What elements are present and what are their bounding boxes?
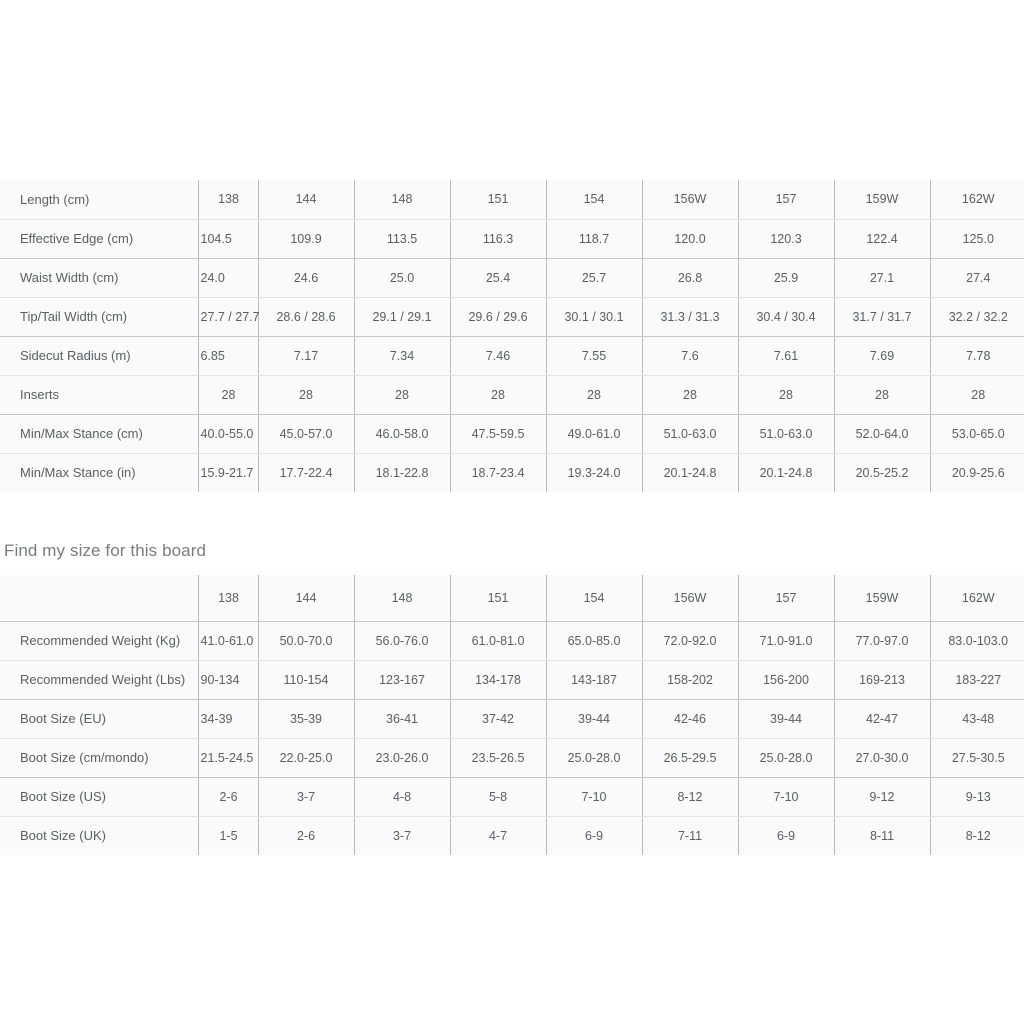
table-cell: 35-39 [258, 699, 354, 738]
table-cell: 27.1 [834, 258, 930, 297]
table-cell: 154 [546, 180, 642, 219]
table-cell: 30.4 / 30.4 [738, 297, 834, 336]
table-cell: 7-11 [642, 816, 738, 855]
table-cell: 8-11 [834, 816, 930, 855]
table-cell [198, 660, 258, 699]
row-label: Waist Width (cm) [0, 258, 198, 297]
table-cell: 83.0-103.0 [930, 621, 1024, 660]
table-cell: 30.1 / 30.1 [546, 297, 642, 336]
row-label: Effective Edge (cm) [0, 219, 198, 258]
table-cell: 25.0-28.0 [738, 738, 834, 777]
table-cell: 109.9 [258, 219, 354, 258]
row-label: Recommended Weight (Kg) [0, 621, 198, 660]
table-cell: 110-154 [258, 660, 354, 699]
row-label: Sidecut Radius (m) [0, 336, 198, 375]
table-cell: 31.7 / 31.7 [834, 297, 930, 336]
cell-value: 15.9-21.7 [200, 465, 254, 480]
cell-value: 104.5 [200, 231, 232, 246]
table-row [0, 738, 1024, 777]
table-cell: 6-9 [546, 816, 642, 855]
table-cell: 27.5-30.5 [930, 738, 1024, 777]
table-cell: 122.4 [834, 219, 930, 258]
table-cell [198, 777, 258, 816]
size-header-157: 157 [738, 575, 834, 621]
table-cell: 36-41 [354, 699, 450, 738]
table-row [0, 777, 1024, 816]
cell-value: 138 [218, 192, 239, 207]
table-cell [198, 453, 258, 492]
table-row [0, 258, 1024, 297]
table-cell [198, 738, 258, 777]
table-cell: 18.1-22.8 [354, 453, 450, 492]
table-cell: 169-213 [834, 660, 930, 699]
size-finder-heading: Find my size for this board [4, 541, 207, 560]
table-row [0, 375, 1024, 414]
table-cell: 120.0 [642, 219, 738, 258]
table-header-row [0, 575, 1024, 621]
table-cell: 9-13 [930, 777, 1024, 816]
table-cell: 7.46 [450, 336, 546, 375]
table-cell [198, 219, 258, 258]
table-cell: 158-202 [642, 660, 738, 699]
table-cell: 8-12 [930, 816, 1024, 855]
size-header-159W: 159W [834, 575, 930, 621]
table-cell: 53.0-65.0 [930, 414, 1024, 453]
row-label: Boot Size (US) [0, 777, 198, 816]
table-cell: 26.5-29.5 [642, 738, 738, 777]
table-cell: 22.0-25.0 [258, 738, 354, 777]
table-cell: 125.0 [930, 219, 1024, 258]
table-row [0, 453, 1024, 492]
table-cell: 18.7-23.4 [450, 453, 546, 492]
table-cell: 77.0-97.0 [834, 621, 930, 660]
row-label: Min/Max Stance (cm) [0, 414, 198, 453]
table-cell: 56.0-76.0 [354, 621, 450, 660]
size-finder-section [0, 575, 1024, 855]
table-cell: 7-10 [546, 777, 642, 816]
table-row [0, 660, 1024, 699]
table-cell [198, 258, 258, 297]
table-cell: 39-44 [738, 699, 834, 738]
table-cell: 3-7 [354, 816, 450, 855]
table-cell: 52.0-64.0 [834, 414, 930, 453]
row-label: Boot Size (UK) [0, 816, 198, 855]
table-cell: 49.0-61.0 [546, 414, 642, 453]
cell-value: 21.5-24.5 [200, 750, 254, 765]
table-cell: 3-7 [258, 777, 354, 816]
table-cell [198, 336, 258, 375]
table-cell [198, 816, 258, 855]
cell-value: 24.0 [200, 270, 225, 285]
size-header-162W: 162W [930, 575, 1024, 621]
table-cell: 144 [258, 180, 354, 219]
table-cell: 25.0 [354, 258, 450, 297]
table-cell: 183-227 [930, 660, 1024, 699]
table-cell: 50.0-70.0 [258, 621, 354, 660]
table-cell: 20.9-25.6 [930, 453, 1024, 492]
table-cell: 2-6 [258, 816, 354, 855]
table-cell: 28 [642, 375, 738, 414]
table-cell: 29.6 / 29.6 [450, 297, 546, 336]
row-label: Recommended Weight (Lbs) [0, 660, 198, 699]
table-cell: 20.5-25.2 [834, 453, 930, 492]
table-cell: 159W [834, 180, 930, 219]
row-label: Min/Max Stance (in) [0, 453, 198, 492]
table-cell: 42-46 [642, 699, 738, 738]
size-finder-table [0, 575, 1024, 855]
table-cell: 28 [354, 375, 450, 414]
table-cell: 28 [834, 375, 930, 414]
table-cell [198, 180, 258, 219]
cell-value: 90-134 [200, 672, 240, 687]
table-cell: 7.6 [642, 336, 738, 375]
table-cell: 7.78 [930, 336, 1024, 375]
cell-value: 6.85 [200, 348, 225, 363]
table-cell: 143-187 [546, 660, 642, 699]
size-header-148: 148 [354, 575, 450, 621]
table-cell: 113.5 [354, 219, 450, 258]
table-cell: 7.69 [834, 336, 930, 375]
table-cell: 47.5-59.5 [450, 414, 546, 453]
row-label: Tip/Tail Width (cm) [0, 297, 198, 336]
table-cell: 42-47 [834, 699, 930, 738]
table-cell: 148 [354, 180, 450, 219]
table-cell: 28 [450, 375, 546, 414]
table-cell: 43-48 [930, 699, 1024, 738]
row-label-header [0, 575, 198, 621]
table-cell: 19.3-24.0 [546, 453, 642, 492]
cell-value: 28 [221, 387, 236, 402]
size-header-144: 144 [258, 575, 354, 621]
cell-value: 1-5 [219, 828, 238, 843]
cell-value: 2-6 [219, 789, 238, 804]
table-cell [198, 699, 258, 738]
size-header-156W: 156W [642, 575, 738, 621]
table-row [0, 219, 1024, 258]
table-cell: 51.0-63.0 [642, 414, 738, 453]
table-cell: 7.34 [354, 336, 450, 375]
table-cell: 39-44 [546, 699, 642, 738]
table-cell [198, 297, 258, 336]
table-cell: 162W [930, 180, 1024, 219]
table-cell: 24.6 [258, 258, 354, 297]
table-cell: 20.1-24.8 [738, 453, 834, 492]
row-label: Boot Size (cm/mondo) [0, 738, 198, 777]
table-cell: 157 [738, 180, 834, 219]
size-header-151: 151 [450, 575, 546, 621]
table-cell: 7.17 [258, 336, 354, 375]
table-row [0, 699, 1024, 738]
table-cell: 71.0-91.0 [738, 621, 834, 660]
table-cell: 123-167 [354, 660, 450, 699]
row-label: Length (cm) [0, 180, 198, 219]
table-cell: 156W [642, 180, 738, 219]
table-cell: 116.3 [450, 219, 546, 258]
cell-value: 40.0-55.0 [200, 426, 254, 441]
table-cell: 28 [930, 375, 1024, 414]
table-cell: 28 [546, 375, 642, 414]
table-cell: 9-12 [834, 777, 930, 816]
table-cell: 4-7 [450, 816, 546, 855]
table-cell: 7.55 [546, 336, 642, 375]
table-cell [198, 621, 258, 660]
table-cell: 32.2 / 32.2 [930, 297, 1024, 336]
table-row [0, 414, 1024, 453]
table-cell: 28 [738, 375, 834, 414]
table-cell: 6-9 [738, 816, 834, 855]
table-cell [198, 414, 258, 453]
table-cell: 23.5-26.5 [450, 738, 546, 777]
table-cell: 23.0-26.0 [354, 738, 450, 777]
table-cell: 28.6 / 28.6 [258, 297, 354, 336]
table-cell: 29.1 / 29.1 [354, 297, 450, 336]
table-cell: 156-200 [738, 660, 834, 699]
table-cell: 25.9 [738, 258, 834, 297]
table-cell: 134-178 [450, 660, 546, 699]
table-cell: 46.0-58.0 [354, 414, 450, 453]
table-row [0, 816, 1024, 855]
table-row [0, 180, 1024, 219]
table-row [0, 297, 1024, 336]
table-cell: 25.0-28.0 [546, 738, 642, 777]
table-cell: 51.0-63.0 [738, 414, 834, 453]
table-cell: 31.3 / 31.3 [642, 297, 738, 336]
table-cell: 5-8 [450, 777, 546, 816]
cell-value: 34-39 [200, 711, 233, 726]
table-cell: 27.0-30.0 [834, 738, 930, 777]
table-cell: 7.61 [738, 336, 834, 375]
table-cell: 118.7 [546, 219, 642, 258]
table-cell: 7-10 [738, 777, 834, 816]
table-cell [198, 375, 258, 414]
table-cell: 72.0-92.0 [642, 621, 738, 660]
table-cell: 17.7-22.4 [258, 453, 354, 492]
cell-value: 27.7 / 27.7 [200, 309, 260, 324]
table-cell: 151 [450, 180, 546, 219]
board-specifications-table [0, 180, 1024, 492]
table-cell: 61.0-81.0 [450, 621, 546, 660]
board-specifications-section [0, 180, 1024, 492]
table-row [0, 621, 1024, 660]
table-cell: 25.7 [546, 258, 642, 297]
table-cell: 28 [258, 375, 354, 414]
table-row [0, 336, 1024, 375]
table-cell: 25.4 [450, 258, 546, 297]
row-label: Inserts [0, 375, 198, 414]
table-cell: 65.0-85.0 [546, 621, 642, 660]
table-cell: 4-8 [354, 777, 450, 816]
size-header-154: 154 [546, 575, 642, 621]
table-cell: 8-12 [642, 777, 738, 816]
table-cell: 120.3 [738, 219, 834, 258]
table-cell: 37-42 [450, 699, 546, 738]
table-cell: 45.0-57.0 [258, 414, 354, 453]
table-cell: 20.1-24.8 [642, 453, 738, 492]
table-cell: 26.8 [642, 258, 738, 297]
table-cell: 27.4 [930, 258, 1024, 297]
cell-value: 138 [218, 590, 239, 605]
size-header-138 [198, 575, 258, 621]
cell-value: 41.0-61.0 [200, 633, 254, 648]
row-label: Boot Size (EU) [0, 699, 198, 738]
